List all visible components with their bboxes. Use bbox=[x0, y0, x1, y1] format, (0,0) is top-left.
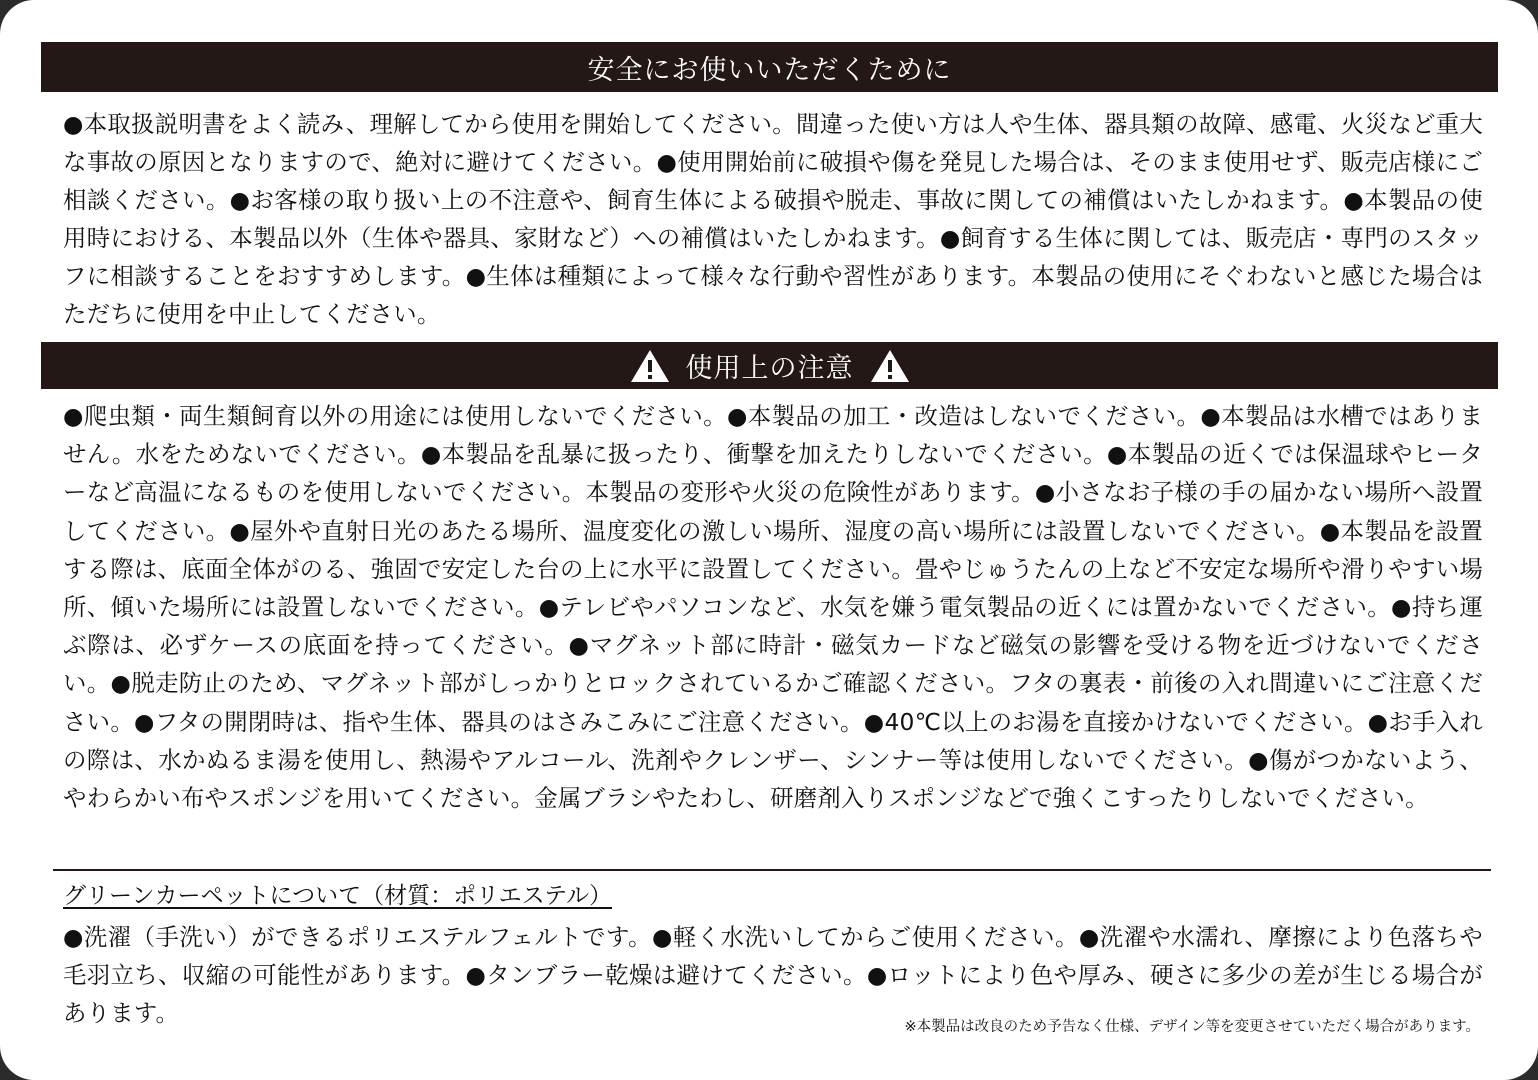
safety-section-body: ●本取扱説明書をよく読み、理解してから使用を開始してください。間違った使い方は人や生体、器具類の故障、感電、火災など重大な事故の原因となりますので、絶対に避けてください。●使用開始前に破損や傷を発見した場合は、そのまま使用せず、販売店様にご相談ください。●お客様の取り扱い上の不注意や、飼育生体による破損や脱走、事故に関しての補償はいたしかねます。●本製品の使用時における、本製品以外（生体や器具、家財など）への補償はいたしかねます。●飼育する生体に関しては、販売店・専門のスタッフに相談することをおすすめします。●生体は種類によって様々な行動や習性があります。本製品の使用にそぐわないと感じた場合はただちに使用を中止してください。 bbox=[63, 110, 1483, 329]
carpet-section-body: ●洗濯（手洗い）ができるポリエステルフェルトです。●軽く水洗いしてからご使用ください。●洗濯や水濡れ、摩擦により色落ちや毛羽立ち、収縮の可能性があります。●タンブラー乾燥は避けてください。●ロットにより色や厚み、硬さに多少の差が生じる場合があります。 bbox=[63, 923, 1483, 1027]
caution-section-body: ●爬虫類・両生類飼育以外の用途には使用しないでください。●本製品の加工・改造はしないでください。●本製品は水槽ではありません。水をためないでください。●本製品を乱暴に扱ったり、衝撃を加えたりしないでください。●本製品の近くでは保温球やヒーターなど高温になるものを使用しないでください。本製品の変形や火災の危険性があります。●小さなお子様の手の届かない場所へ設置してください。●屋外や直射日光のあたる場所、温度変化の激しい場所、湿度の高い場所には設置しないでください。●本製品を設置する際は、底面全体がのる、強固で安定した台の上に水平に設置してください。畳やじゅうたんの上など不安定な場所や滑りやすい場所、傾いた場所には設置しないでください。●テレビやパソコンなど、水気を嫌う電気製品の近くには置かないでください。●持ち運ぶ際は、必ずケースの底面を持ってください。●マグネット部に時計・磁気カードなど磁気の影響を受ける物を近づけないでください。●脱走防止のため、マグネット部がしっかりとロックされているかご確認ください。フタの裏表・前後の入れ間違いにご注意ください。●フタの開閉時は、指や生体、器具のはさみこみにご注意ください。●40℃以上のお湯を直接かけないでください。●お手入れの際は、水かぬるま湯を使用し、熱湯やアルコール、洗剤やクレンザー、シンナー等は使用しないでください。●傷がつかないよう、やわらかい布やスポンジを用いてください。金属ブラシやたわし、研磨剤入りスポンジなどで強くこすったりしないでください。 bbox=[63, 402, 1483, 813]
warning-triangle-icon bbox=[630, 349, 670, 383]
caution-section-title: 使用上の注意 bbox=[685, 353, 854, 384]
section-divider bbox=[53, 869, 1491, 871]
footnote: ※本製品は改良のため予告なく仕様、デザイン等を変更させていただく場合があります。 bbox=[904, 1019, 1480, 1035]
safety-section-header bbox=[41, 42, 1498, 92]
warning-triangle-icon bbox=[870, 349, 910, 383]
carpet-section-heading: グリーンカーペットについて（材質：ポリエステル） bbox=[63, 883, 613, 909]
caution-section-header bbox=[41, 342, 1498, 389]
safety-section-title: 安全にお使いいただくために bbox=[587, 54, 952, 86]
